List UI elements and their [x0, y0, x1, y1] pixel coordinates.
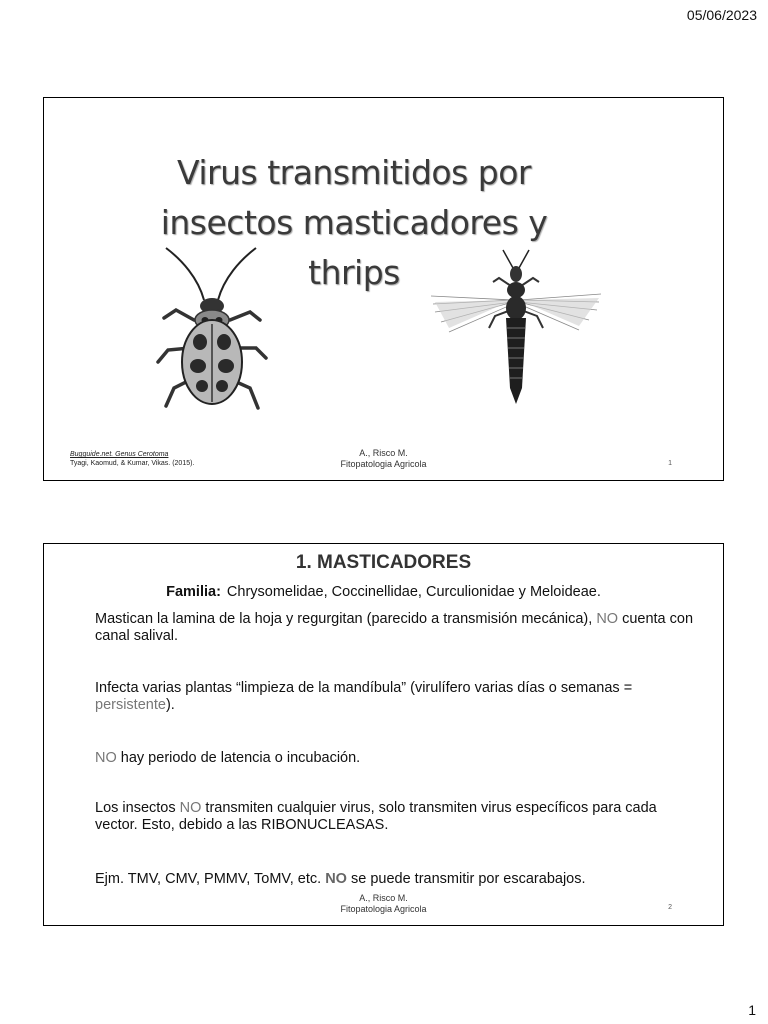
- para-text: Ejm. TMV, CMV, PMMV, ToMV, etc.: [95, 871, 326, 887]
- highlight-no: NO: [596, 611, 619, 627]
- highlight-no: NO: [179, 800, 202, 816]
- thrips-illustration: [429, 248, 604, 408]
- title-line-2: insectos masticadores y: [160, 203, 548, 242]
- beetle-illustration: [152, 238, 272, 418]
- para-text: Mastican la lamina de la hoja y regurgitan (parecido a transmisión mecánica),: [95, 611, 593, 627]
- author-name: A., Risco M.: [359, 448, 408, 458]
- author-name: A., Risco M.: [359, 893, 408, 903]
- familia-line: [44, 584, 723, 600]
- familia-value: Chrysomelidae, Coccinellidae, Curculionidae y Meloideae.: [226, 584, 601, 600]
- slide-number: 1: [668, 460, 672, 467]
- title-line-1: Virus transmitidos por: [177, 153, 531, 192]
- highlight-no: NO: [325, 871, 347, 887]
- para-text: se puede transmitir por escarabajos.: [346, 871, 586, 887]
- page-number: 1: [748, 1002, 756, 1018]
- author-course: Fitopatologia Agricola: [340, 904, 427, 914]
- para-text: Los insectos: [95, 800, 180, 816]
- author-course: Fitopatologia Agricola: [340, 459, 427, 469]
- slide-2: [43, 543, 724, 926]
- slide-footer-author: [44, 448, 723, 470]
- familia-label: Familia:: [166, 584, 221, 600]
- slide-footer-author: [44, 893, 723, 915]
- para-text: cuenta con canal salival.: [95, 611, 694, 644]
- highlight-no: NO: [95, 750, 117, 766]
- slide-title: 1. MASTICADORES: [295, 552, 472, 573]
- reference-text: Tyagi, Kaomud, & Kumar, Vikas. (2015).: [70, 460, 195, 467]
- paragraph-3: [95, 750, 695, 767]
- paragraph-5: [95, 871, 695, 888]
- para-text: hay periodo de latencia o incubación.: [116, 750, 361, 766]
- para-text: Infecta varias plantas “limpieza de la mandíbula” (virulífero varias días o semanas =: [95, 680, 633, 696]
- paragraph-1: [95, 611, 695, 645]
- page-date: 05/06/2023: [686, 7, 757, 23]
- title-line-3: thrips: [308, 253, 400, 292]
- paragraph-2: [95, 680, 695, 714]
- slide-1: [43, 97, 724, 481]
- paragraph-4: [95, 800, 695, 834]
- slide-number: 2: [668, 904, 672, 911]
- reference-link[interactable]: Bugguide.net. Genus Cerotoma: [70, 451, 169, 458]
- para-text: transmiten cualquier virus, solo transmiten virus específicos para cada vector. Esto, debido a las RIBONUCLEASAS.: [95, 800, 657, 833]
- para-text: ).: [165, 697, 175, 713]
- highlight-persistente: persistente: [95, 697, 166, 713]
